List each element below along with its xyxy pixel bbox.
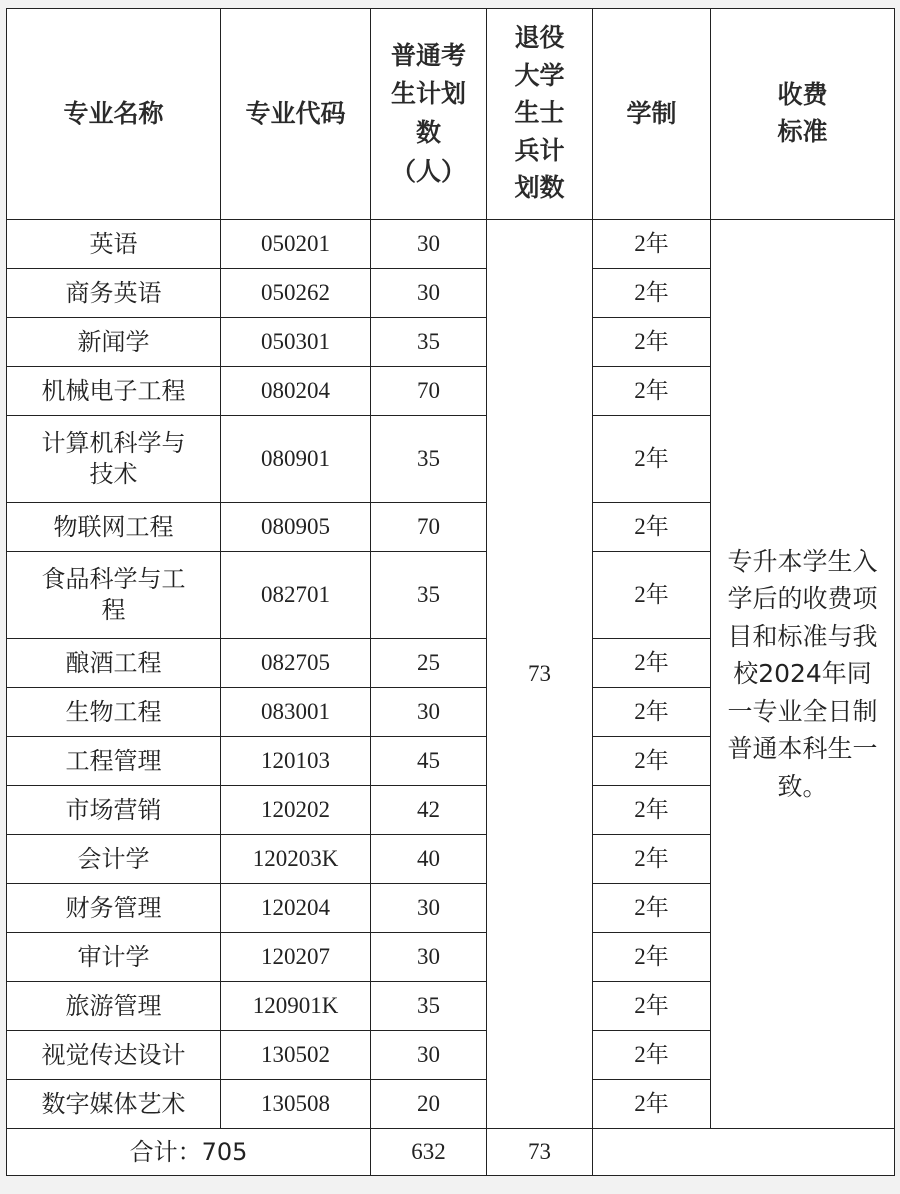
- major-code: 050301: [221, 318, 371, 367]
- duration: 2年: [593, 982, 711, 1031]
- duration: 2年: [593, 552, 711, 639]
- major-name: 物联网工程: [7, 503, 221, 552]
- duration: 2年: [593, 416, 711, 503]
- major-name: 审计学: [7, 933, 221, 982]
- duration: 2年: [593, 786, 711, 835]
- header-major-name: 专业名称: [7, 9, 221, 220]
- major-code: 130508: [221, 1080, 371, 1129]
- major-code: 050201: [221, 220, 371, 269]
- duration: 2年: [593, 367, 711, 416]
- duration: 2年: [593, 318, 711, 367]
- totals-empty-cell: [593, 1129, 895, 1176]
- duration: 2年: [593, 1080, 711, 1129]
- duration: 2年: [593, 639, 711, 688]
- regular-plan-total: 632: [371, 1129, 487, 1176]
- major-name: 计算机科学与技术: [7, 416, 221, 503]
- header-fee: 收费标准: [711, 9, 895, 220]
- major-code: 120202: [221, 786, 371, 835]
- header-veteran-plan: 退役大学生士兵计划数: [487, 9, 593, 220]
- major-code: 080204: [221, 367, 371, 416]
- header-regular-plan: 普通考生计划数（人）: [371, 9, 487, 220]
- plan-count: 40: [371, 835, 487, 884]
- major-code: 130502: [221, 1031, 371, 1080]
- major-code: 082701: [221, 552, 371, 639]
- major-code: 120204: [221, 884, 371, 933]
- major-name: 新闻学: [7, 318, 221, 367]
- duration: 2年: [593, 688, 711, 737]
- plan-count: 25: [371, 639, 487, 688]
- veteran-plan-count: 73: [487, 220, 593, 1129]
- duration: 2年: [593, 269, 711, 318]
- major-code: 083001: [221, 688, 371, 737]
- major-name: 商务英语: [7, 269, 221, 318]
- fee-standard-note: 专升本学生入学后的收费项目和标准与我校2024年同一专业全日制普通本科生一致。: [711, 220, 895, 1129]
- major-name: 英语: [7, 220, 221, 269]
- plan-count: 30: [371, 933, 487, 982]
- header-duration: 学制: [593, 9, 711, 220]
- plan-count: 30: [371, 220, 487, 269]
- major-code: 082705: [221, 639, 371, 688]
- major-code: 120901K: [221, 982, 371, 1031]
- plan-count: 42: [371, 786, 487, 835]
- plan-count: 70: [371, 367, 487, 416]
- table-row: [7, 220, 895, 269]
- major-name: 视觉传达设计: [7, 1031, 221, 1080]
- plan-count: 30: [371, 688, 487, 737]
- major-name: 会计学: [7, 835, 221, 884]
- grand-total: 合计：705: [7, 1129, 371, 1176]
- duration: 2年: [593, 1031, 711, 1080]
- major-name: 旅游管理: [7, 982, 221, 1031]
- totals-row: [7, 1129, 895, 1176]
- plan-count: 30: [371, 884, 487, 933]
- major-name: 生物工程: [7, 688, 221, 737]
- major-code: 050262: [221, 269, 371, 318]
- plan-count: 35: [371, 982, 487, 1031]
- plan-count: 70: [371, 503, 487, 552]
- duration: 2年: [593, 884, 711, 933]
- major-name: 财务管理: [7, 884, 221, 933]
- plan-count: 35: [371, 416, 487, 503]
- duration: 2年: [593, 835, 711, 884]
- major-name: 市场营销: [7, 786, 221, 835]
- major-name: 机械电子工程: [7, 367, 221, 416]
- header-row: [7, 9, 895, 220]
- enrollment-plan-table: [6, 8, 895, 1176]
- plan-count: 30: [371, 269, 487, 318]
- veteran-plan-total: 73: [487, 1129, 593, 1176]
- duration: 2年: [593, 220, 711, 269]
- major-name: 数字媒体艺术: [7, 1080, 221, 1129]
- duration: 2年: [593, 933, 711, 982]
- major-code: 120103: [221, 737, 371, 786]
- plan-count: 35: [371, 318, 487, 367]
- major-name: 工程管理: [7, 737, 221, 786]
- duration: 2年: [593, 503, 711, 552]
- duration: 2年: [593, 737, 711, 786]
- major-name: 酿酒工程: [7, 639, 221, 688]
- major-code: 080901: [221, 416, 371, 503]
- major-code: 080905: [221, 503, 371, 552]
- major-code: 120203K: [221, 835, 371, 884]
- major-code: 120207: [221, 933, 371, 982]
- header-major-code: 专业代码: [221, 9, 371, 220]
- plan-count: 35: [371, 552, 487, 639]
- plan-count: 30: [371, 1031, 487, 1080]
- major-name: 食品科学与工程: [7, 552, 221, 639]
- plan-count: 45: [371, 737, 487, 786]
- plan-count: 20: [371, 1080, 487, 1129]
